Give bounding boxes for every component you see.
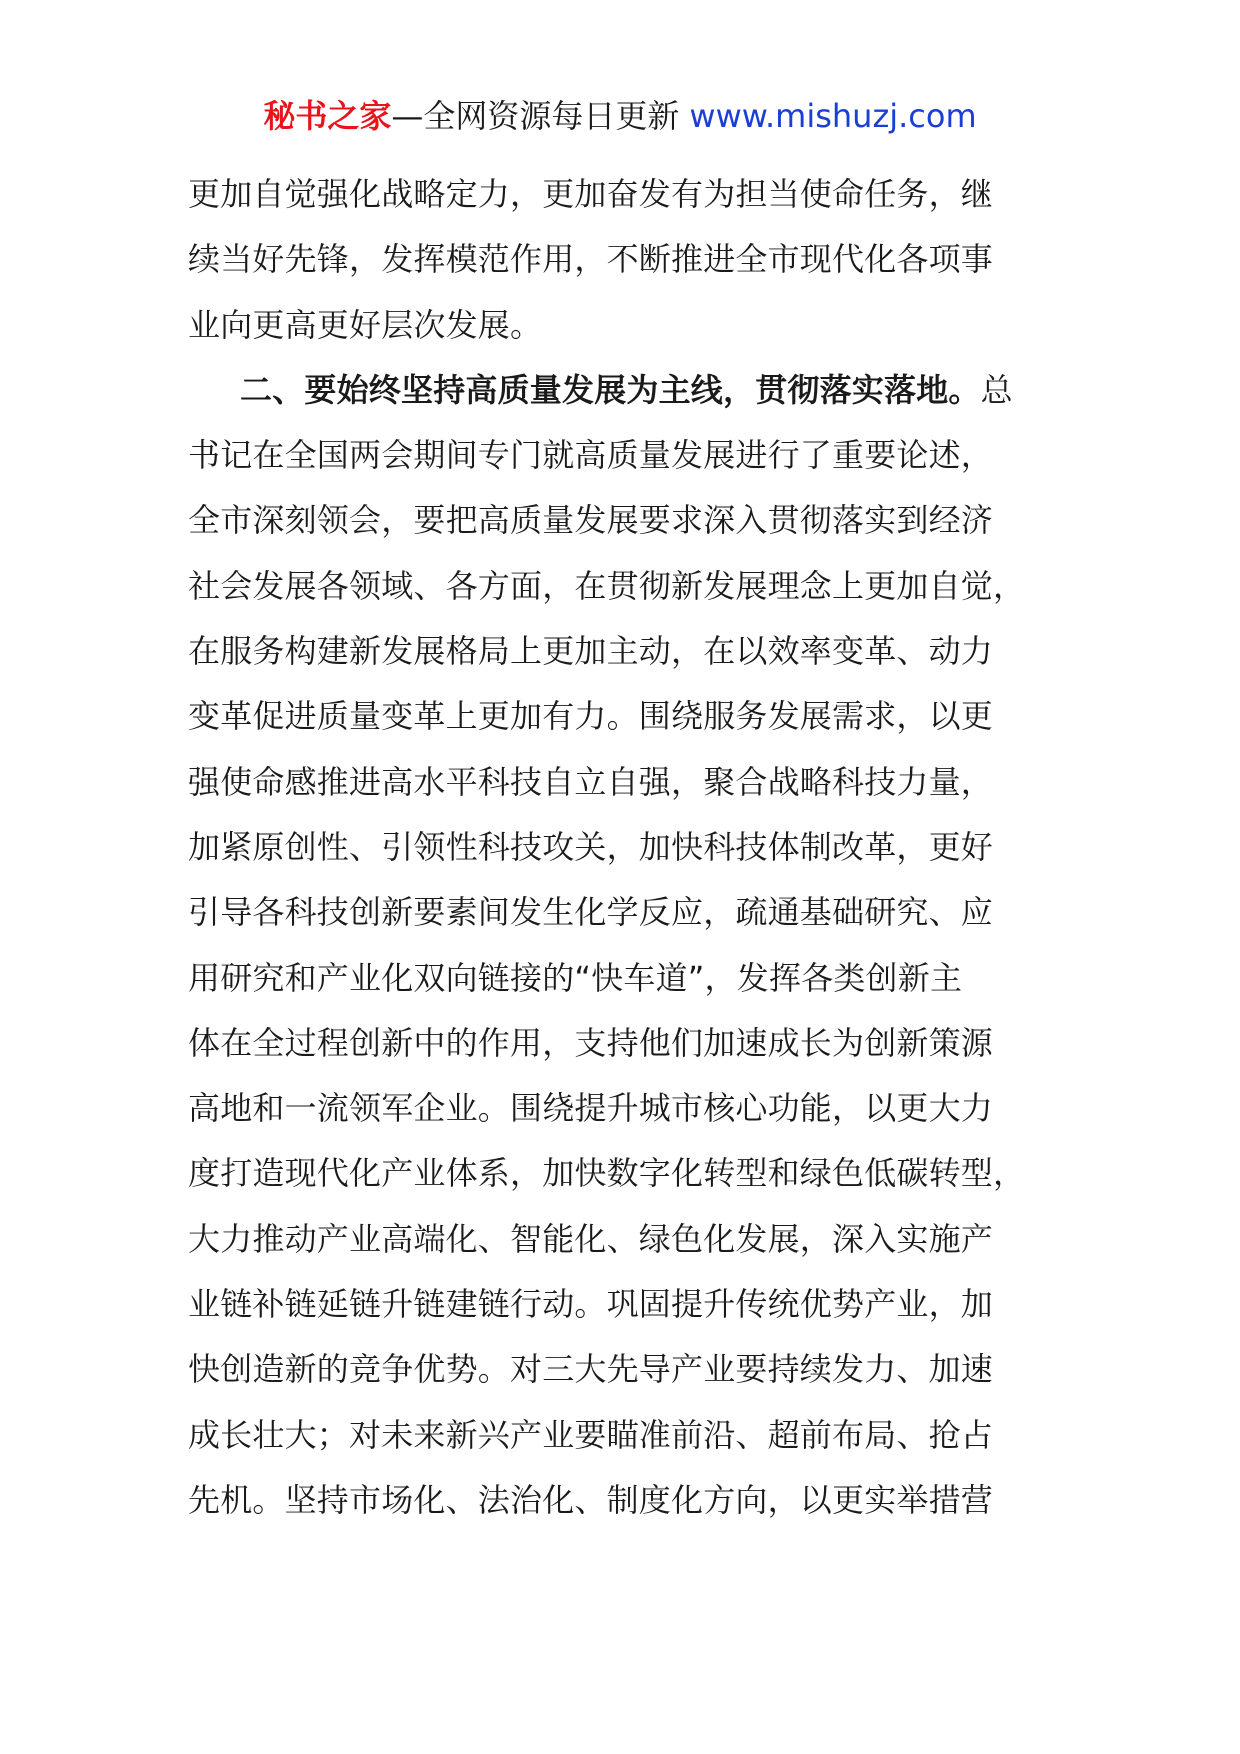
text-line: 变革促进质量变革上更加有力。围绕服务发展需求，以更 [188,697,994,736]
site-slogan: —全网资源每日更新 [391,97,680,135]
text-line: 成长壮大；对未来新兴产业要瞄准前沿、超前布局、抢占 [188,1415,994,1454]
text-line: 续当好先锋，发挥模范作用，不断推进全市现代化各项事 [188,240,994,279]
text-line: 在服务构建新发展格局上更加主动，在以效率变革、动力 [188,632,994,671]
text-line: 书记在全国两会期间专门就高质量发展进行了重要论述， [188,436,994,475]
text-line: 大力推动产业高端化、智能化、绿色化发展，深入实施产 [188,1219,994,1258]
text-line: 先机。坚持市场化、法治化、制度化方向，以更实举措营 [188,1480,994,1519]
text-fragment: 总 [980,370,1013,409]
text-line: 快创造新的竞争优势。对三大先导产业要持续发力、加速 [188,1350,994,1389]
text-line: 引导各科技创新要素间发生化学反应，疏通基础研究、应 [188,893,994,932]
site-url-link[interactable]: www.mishuzj.com [689,97,977,135]
text-line: 业向更高更好层次发展。 [188,305,543,344]
document-body [188,162,1068,1533]
text-line: 度打造现代化产业体系，加快数字化转型和绿色低碳转型， [188,1154,1026,1193]
section-heading-line [188,358,1068,423]
text-line: 高地和一流领军企业。围绕提升城市核心功能，以更大力 [188,1089,994,1128]
section-heading: 二、要始终坚持高质量发展为主线，贯彻落实落地。 [240,370,981,409]
text-line: 社会发展各领域、各方面，在贯彻新发展理念上更加自觉， [188,566,1026,605]
text-line: 强使命感推进高水平科技自立自强，聚合战略科技力量， [188,762,994,801]
text-line: 体在全过程创新中的作用，支持他们加速成长为创新策源 [188,1023,994,1062]
site-brand: 秘书之家 [263,97,392,135]
text-line: 加紧原创性、引领性科技攻关，加快科技体制改革，更好 [188,827,994,866]
text-line: 全市深刻领会，要把高质量发展要求深入贯彻落实到经济 [188,501,994,540]
text-line: 业链补链延链升链建链行动。巩固提升传统优势产业，加 [188,1285,994,1324]
site-header [0,96,1240,136]
text-line: 更加自觉强化战略定力，更加奋发有为担当使命任务，继 [188,175,994,213]
text-line: 用研究和产业化双向链接的“快车道”，发挥各类创新主 [188,958,963,997]
